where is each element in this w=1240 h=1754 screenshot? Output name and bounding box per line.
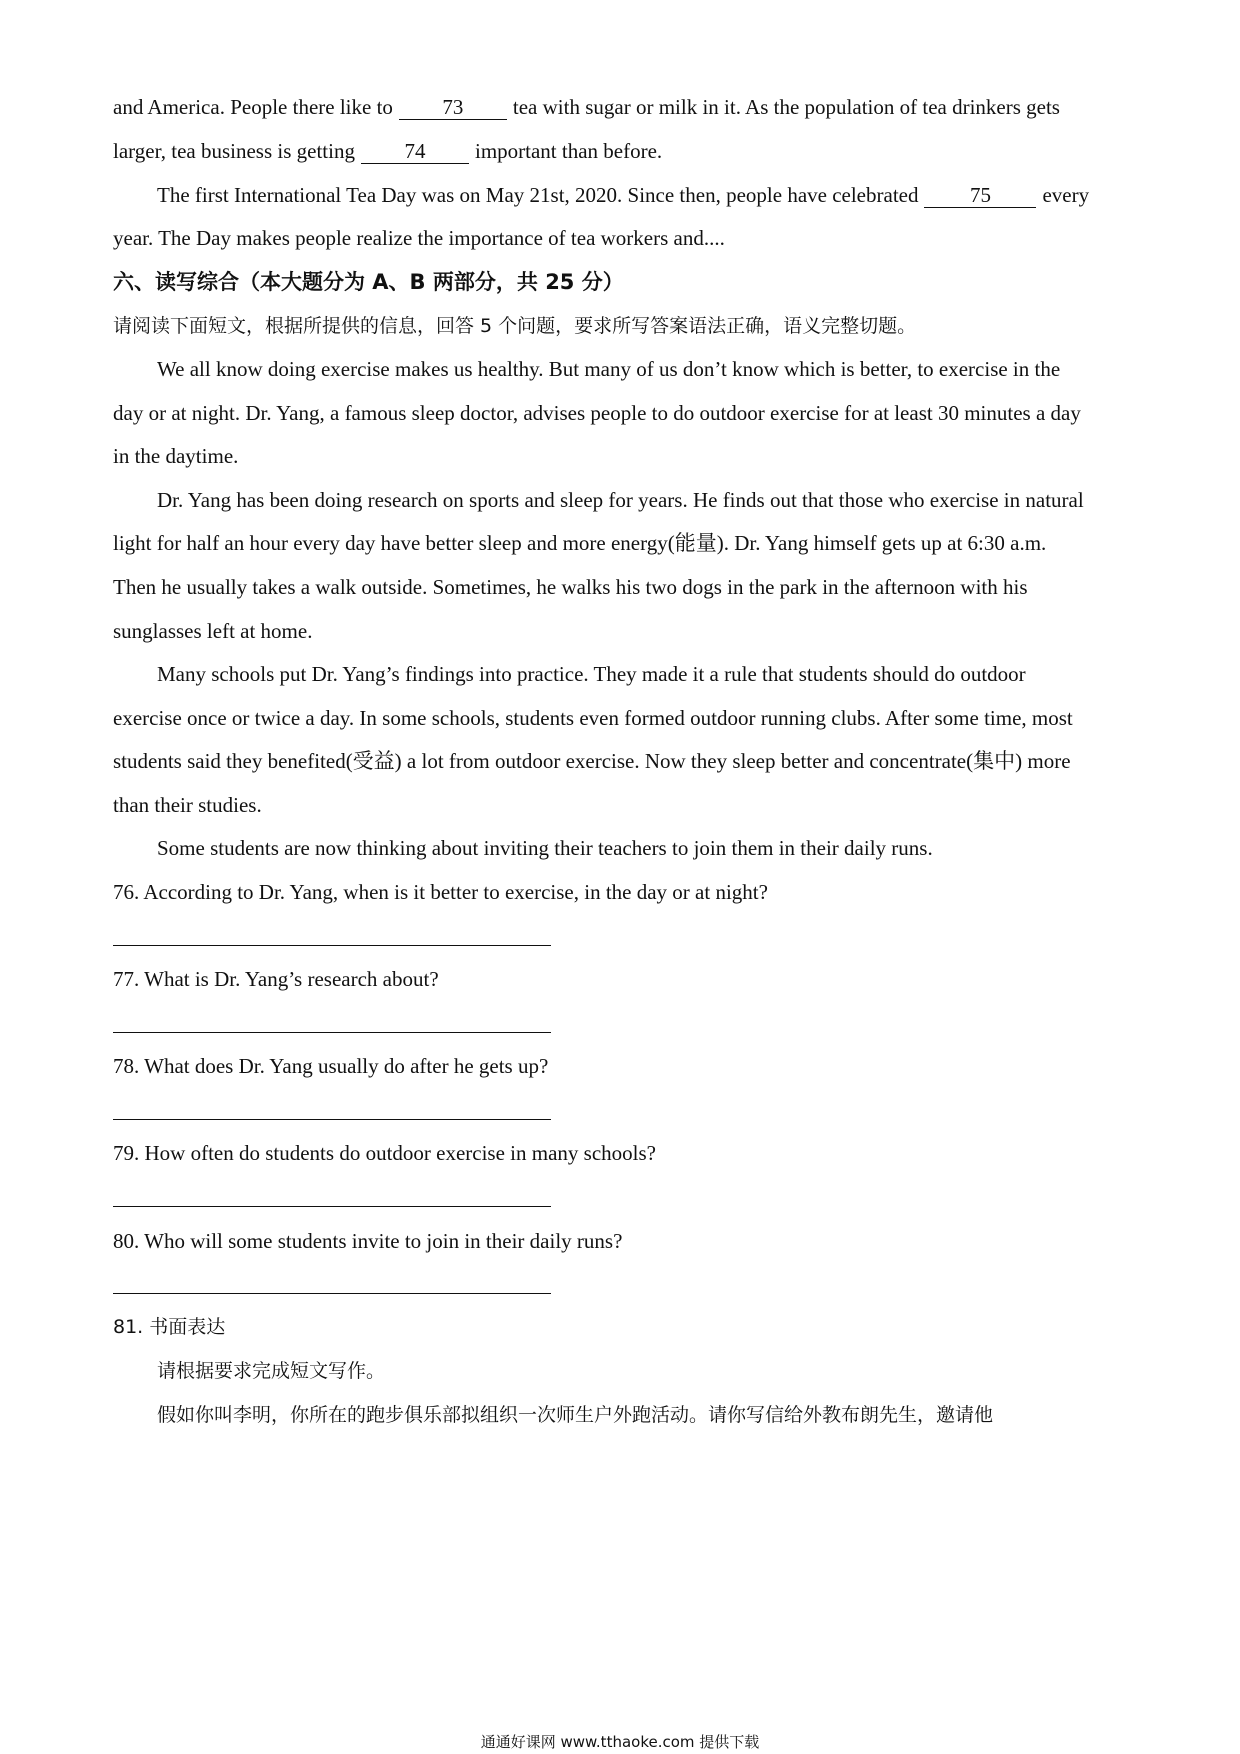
writing-instruction: 请根据要求完成短文写作。 bbox=[157, 1360, 386, 1382]
question-79: 79. How often do students do outdoor exercise in many schools? bbox=[113, 1141, 656, 1165]
answer-line-76[interactable] bbox=[113, 945, 551, 946]
question-80: 80. Who will some students invite to join in their daily runs? bbox=[113, 1229, 623, 1253]
blank-74: 74 bbox=[361, 139, 469, 164]
question-76: 76. According to Dr. Yang, when is it better to exercise, in the day or at night? bbox=[113, 880, 768, 904]
reading-line-6: Then he usually takes a walk outside. Sometimes, he walks his two dogs in the park in the afternoon with his bbox=[113, 575, 1028, 599]
writing-prompt: 假如你叫李明，你所在的跑步俱乐部拟组织一次师生户外跑活动。请你写信给外教布朗先生，邀请他 bbox=[157, 1404, 994, 1426]
tea-passage-line-1: and America. People there like to 73 tea with sugar or milk in it. As the population of tea drinkers gets bbox=[113, 95, 1060, 119]
reading-line-12: Some students are now thinking about inviting their teachers to join them in their daily runs. bbox=[157, 836, 933, 860]
reading-line-3: in the daytime. bbox=[113, 444, 239, 468]
reading-line-5: light for half an hour every day have better sleep and more energy(能量). Dr. Yang himself gets up at 6:30 a.m. bbox=[113, 531, 1047, 555]
writing-task-title: 81. 书面表达 bbox=[113, 1316, 226, 1338]
answer-line-77[interactable] bbox=[113, 1032, 551, 1033]
question-77: 77. What is Dr. Yang’s research about? bbox=[113, 967, 439, 991]
reading-line-7: sunglasses left at home. bbox=[113, 619, 313, 643]
question-78: 78. What does Dr. Yang usually do after he gets up? bbox=[113, 1054, 549, 1078]
section-6-heading: 六、读写综合（本大题分为 A、B 两部分，共 25 分） bbox=[113, 270, 624, 294]
reading-line-9: exercise once or twice a day. In some schools, students even formed outdoor running clubs. After some time, most bbox=[113, 706, 1073, 730]
reading-line-11: than their studies. bbox=[113, 793, 262, 817]
blank-73: 73 bbox=[399, 95, 507, 120]
reading-line-4: Dr. Yang has been doing research on sports and sleep for years. He finds out that those who exercise in natural bbox=[157, 488, 1084, 512]
tea-passage-line-4: year. The Day makes people realize the importance of tea workers and.... bbox=[113, 226, 725, 250]
reading-line-2: day or at night. Dr. Yang, a famous sleep doctor, advises people to do outdoor exercise for at least 30 minutes a day bbox=[113, 401, 1081, 425]
tea-passage-line-2: larger, tea business is getting 74 important than before. bbox=[113, 139, 663, 163]
reading-line-10: students said they benefited(受益) a lot from outdoor exercise. Now they sleep better and concentrate(集中) more bbox=[113, 749, 1071, 773]
reading-line-8: Many schools put Dr. Yang’s findings into practice. They made it a rule that students should do outdoor bbox=[157, 662, 1026, 686]
answer-line-80[interactable] bbox=[113, 1293, 551, 1294]
document-page bbox=[113, 0, 1128, 1754]
answer-line-78[interactable] bbox=[113, 1119, 551, 1120]
blank-75: 75 bbox=[924, 183, 1036, 208]
tea-passage-line-3: The first International Tea Day was on May 21st, 2020. Since then, people have celebrated 75 every bbox=[157, 183, 1090, 207]
answer-line-79[interactable] bbox=[113, 1206, 551, 1207]
footer-source: 通通好课网 www.tthaoke.com 提供下载 bbox=[480, 1733, 760, 1751]
section-6-instruction: 请阅读下面短文，根据所提供的信息，回答 5 个问题，要求所写答案语法正确，语义完整切题。 bbox=[113, 315, 917, 337]
reading-line-1: We all know doing exercise makes us healthy. But many of us don’t know which is better, to exercise in the bbox=[157, 357, 1061, 381]
